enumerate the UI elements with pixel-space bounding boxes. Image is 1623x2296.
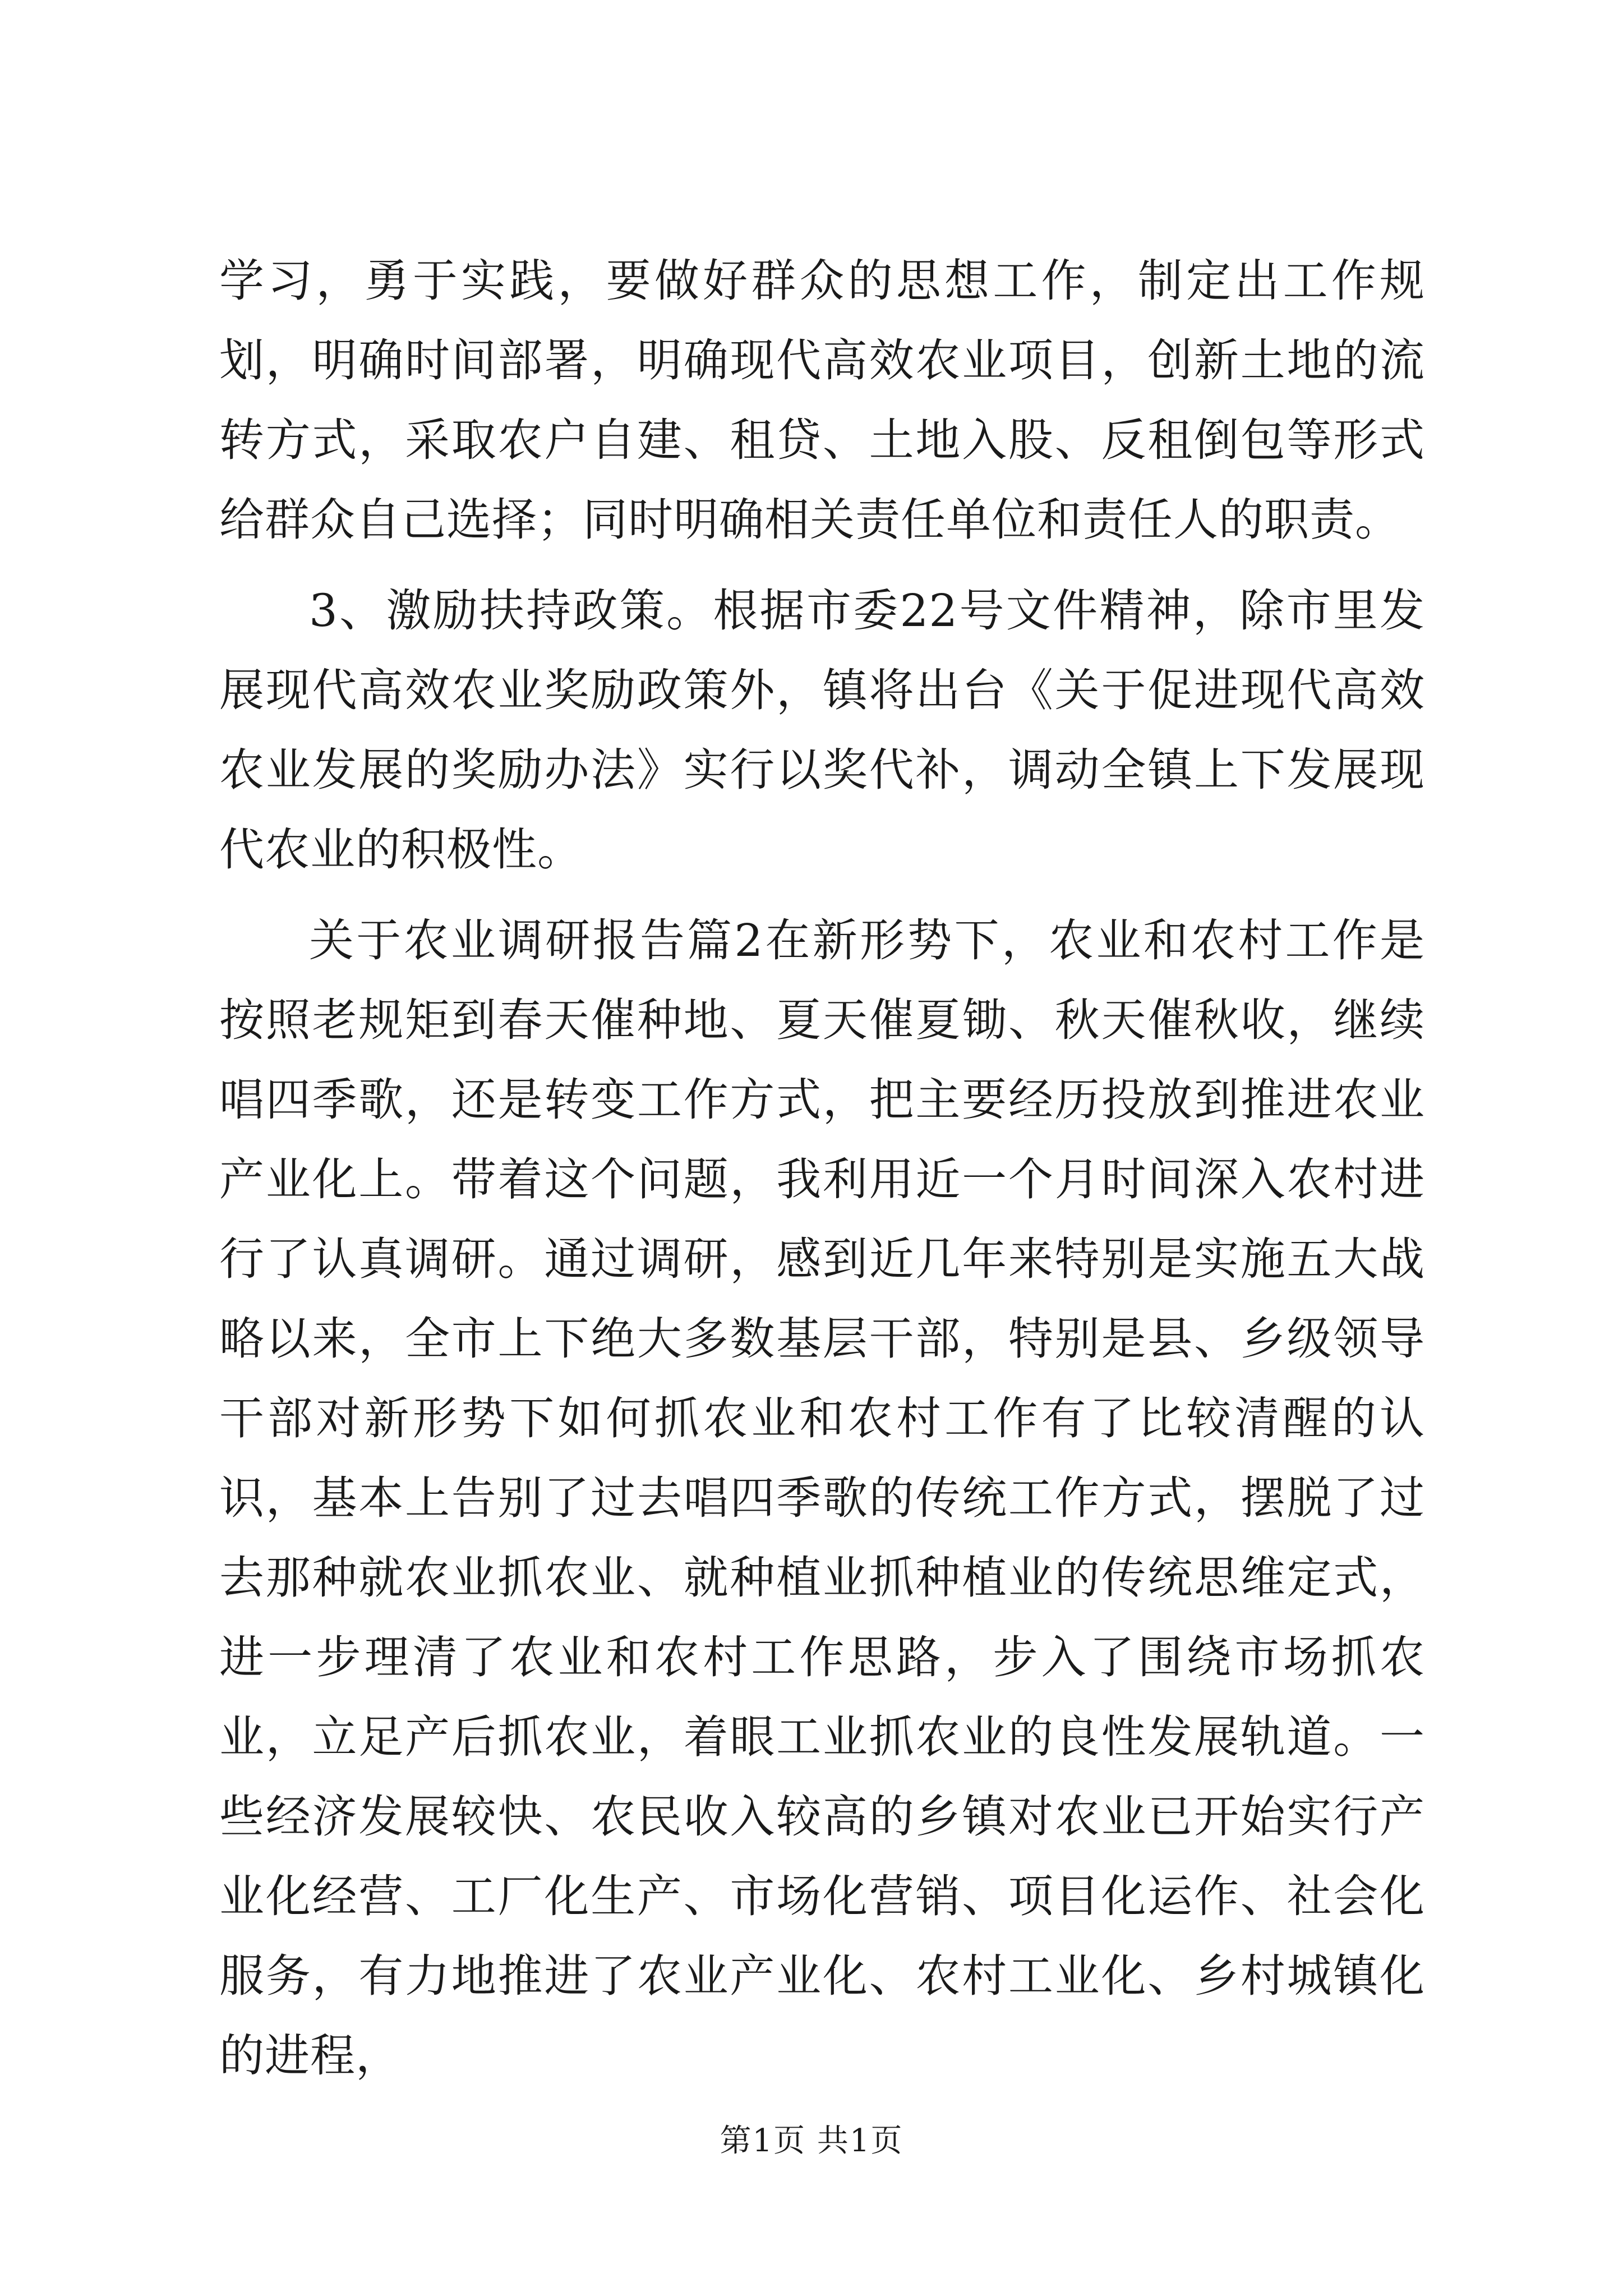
paragraph-research-report: 关于农业调研报告篇2在新形势下，农业和农村工作是按照老规矩到春天催种地、夏天催夏锄、秋天催秋收，继续唱四季歌，还是转变工作方式，把主要经历投放到推进农业产业化上。带着这个问题，我利用近一个月时间深入农村进行了认真调研。通过调研，感到近几年来特别是实施五大战略以来，全市上下绝大多数基层干部，特别是县、乡级领导干部对新形势下如何抓农业和农村工作有了比较清醒的认识，基本上告别了过去唱四季歌的传统工作方式，摆脱了过去那种就农业抓农业、就种植业抓种植业的传统思维定式，进一步理清了农业和农村工作思路，步入了围绕市场抓农业，立足产后抓农业，着眼工业抓农业的良性发展轨道。一些经济发展较快、农民收入较高的乡镇对农业已开始实行产业化经营、工厂化生产、市场化营销、项目化运作、社会化服务，有力地推进了农业产业化、农村工业化、乡村城镇化的进程， — [219, 914, 1425, 2082]
page-footer: 第1页 共1页 — [720, 2123, 903, 2159]
document-body — [219, 241, 1425, 2107]
paragraph-continuation: 学习，勇于实践，要做好群众的思想工作，制定出工作规划，明确时间部署，明确现代高效农业项目，创新土地的流转方式，采取农户自建、租贷、土地入股、反租倒包等形式给群众自己选择；同时明确相关责任单位和责任人的职责。 — [219, 255, 1425, 546]
paragraph-incentive-policy: 3、激励扶持政策。根据市委22号文件精神，除市里发展现代高效农业奖励政策外，镇将出台《关于促进现代高效农业发展的奖励办法》实行以奖代补，调动全镇上下发展现代农业的积极性。 — [219, 585, 1425, 876]
